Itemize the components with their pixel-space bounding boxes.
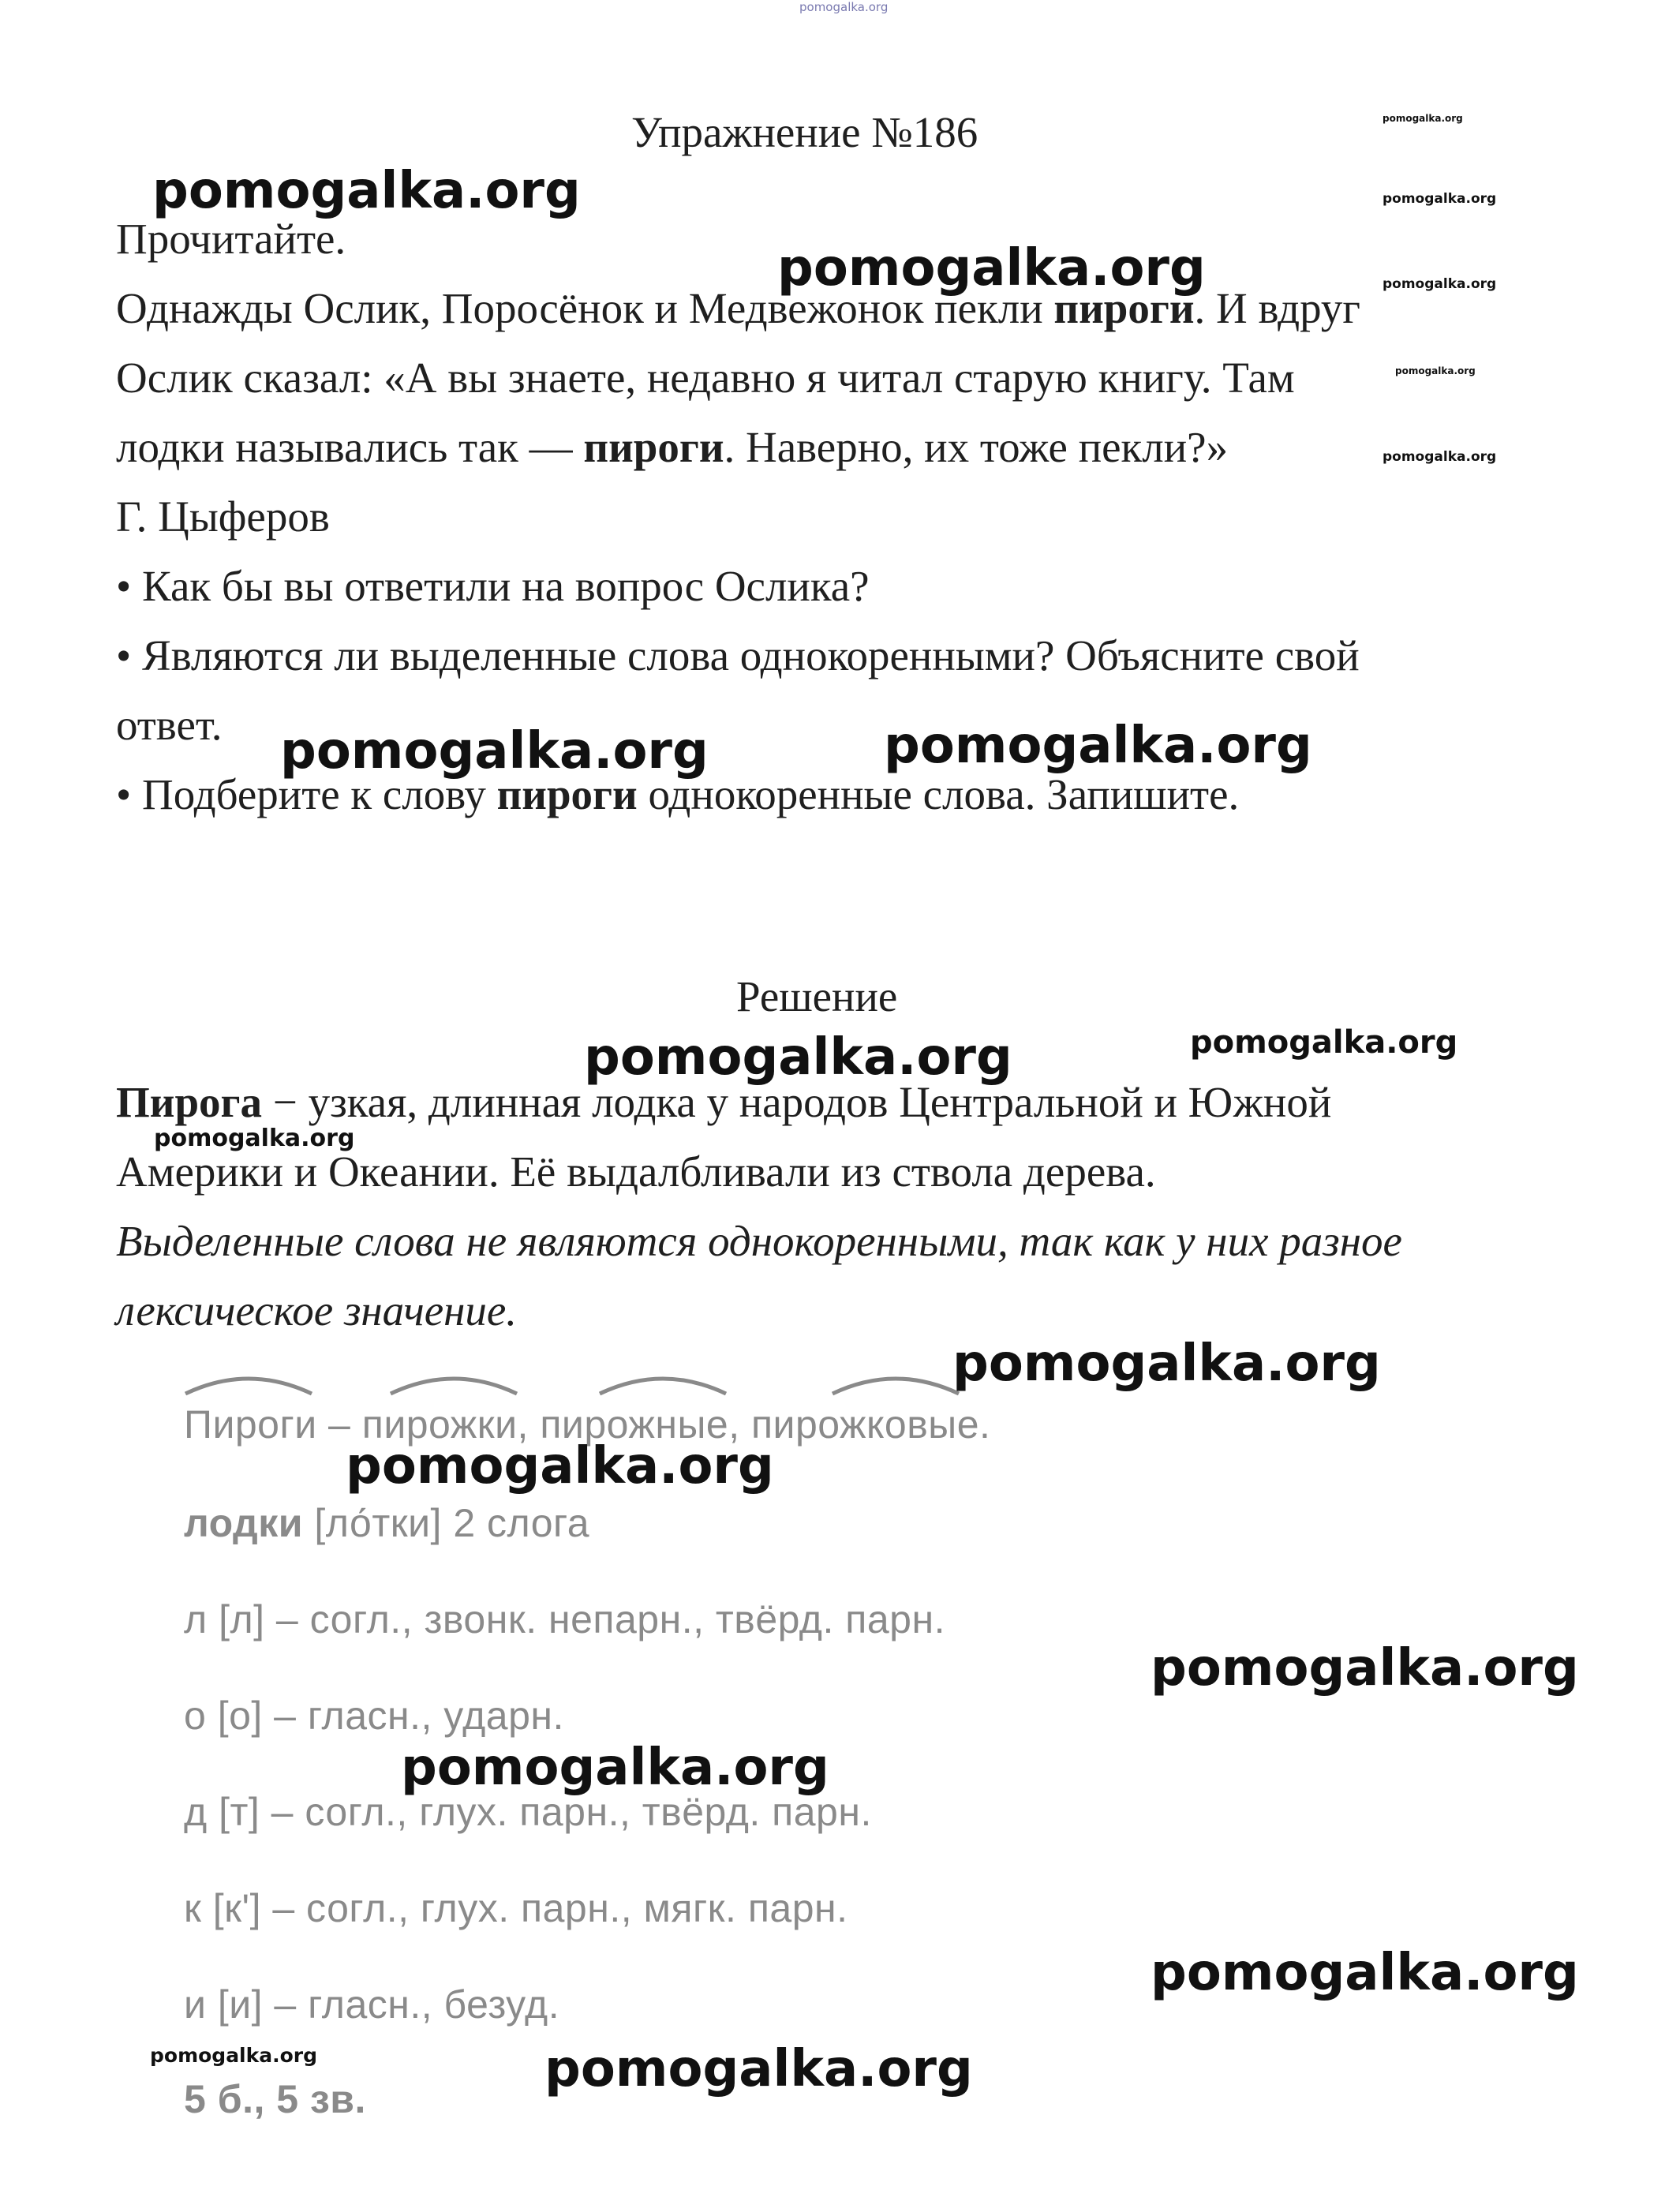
watermark: pomogalka.org [401, 1739, 829, 1797]
watermark: pomogalka.org [777, 239, 1206, 298]
watermark: pomogalka.org [1383, 449, 1497, 465]
root-arc-icon [387, 1367, 521, 1398]
watermark: pomogalka.org [1395, 365, 1476, 376]
definition-line-2: Америки и Океании. Её выдалбливали из ствола дерева. [116, 1147, 1156, 1196]
highlight-word: пироги [496, 770, 638, 818]
author: Г. Цыферов [116, 492, 330, 541]
root-arc-icon [829, 1367, 963, 1398]
watermark: pomogalka.org [1383, 113, 1463, 124]
watermark: pomogalka.org [1383, 191, 1497, 207]
watermark: pomogalka.org [884, 717, 1312, 775]
watermark: pomogalka.org [952, 1334, 1381, 1393]
exercise-title: Упражнение №186 [631, 108, 978, 156]
question-3: • Подберите к слову пироги однокоренные слова. Запишите. [116, 770, 1240, 818]
top-watermark: pomogalka.org [799, 0, 889, 14]
watermark: pomogalka.org [1151, 1639, 1579, 1698]
root-arc-icon [596, 1367, 730, 1398]
watermark: pomogalka.org [1383, 276, 1497, 292]
watermark: pomogalka.org [1190, 1024, 1458, 1061]
watermark: pomogalka.org [280, 722, 709, 780]
analyzed-word: лодки [184, 1501, 303, 1545]
watermark: pomogalka.org [584, 1028, 1012, 1087]
root-arc-icon [181, 1367, 316, 1398]
task-intro: Прочитайте. [116, 215, 346, 263]
watermark: pomogalka.org [150, 2044, 318, 2067]
question-2-line-1: • Являются ли выделенные слова однокоренными? Объясните свой [116, 631, 1360, 679]
roots-line: Пироги – пирожки, пирожные, пирожковые. [184, 1402, 991, 1447]
highlight-word: пироги [583, 423, 724, 471]
definition-line-1: Пирога − узкая, длинная лодка у народов Центральной и Южной [116, 1078, 1332, 1126]
watermark: pomogalka.org [544, 2040, 973, 2098]
letters-sounds-count: 5 б., 5 зв. [184, 2077, 366, 2121]
solution-heading: Решение [736, 972, 898, 1020]
sound-line: о [о] – гласн., ударн. [184, 1694, 564, 1738]
defined-term: Пирога [116, 1078, 263, 1126]
question-2-line-2: ответ. [116, 701, 223, 749]
question-1: • Как бы вы ответили на вопрос Ослика? [116, 562, 870, 610]
story-line-3: лодки назывались так — пироги. Наверно, их тоже пекли?» [116, 423, 1229, 471]
word-analysis-header: лодки [ло́тки] 2 слога [184, 1501, 590, 1545]
sound-line: л [л] – согл., звонк. непарн., твёрд. парн. [184, 1597, 945, 1641]
answer-line-1: Выделенные слова не являются однокоренными, так как у них разное [116, 1217, 1402, 1265]
sound-line: и [и] – гласн., безуд. [184, 1982, 560, 2027]
sound-line: к [к'] – согл., глух. парн., мягк. парн. [184, 1886, 848, 1930]
story-line-1: Однажды Ослик, Поросёнок и Медвежонок пекли пироги. И вдруг [116, 284, 1360, 332]
story-line-2: Ослик сказал: «А вы знаете, недавно я читал старую книгу. Там [116, 354, 1295, 402]
sound-line: д [т] – согл., глух. парн., твёрд. парн. [184, 1790, 872, 1834]
answer-line-2: лексическое значение. [116, 1286, 518, 1334]
watermark: pomogalka.org [152, 162, 581, 220]
watermark: pomogalka.org [154, 1125, 355, 1152]
watermark: pomogalka.org [346, 1437, 774, 1495]
watermark: pomogalka.org [1151, 1944, 1579, 2002]
highlight-word: пироги [1053, 284, 1195, 332]
